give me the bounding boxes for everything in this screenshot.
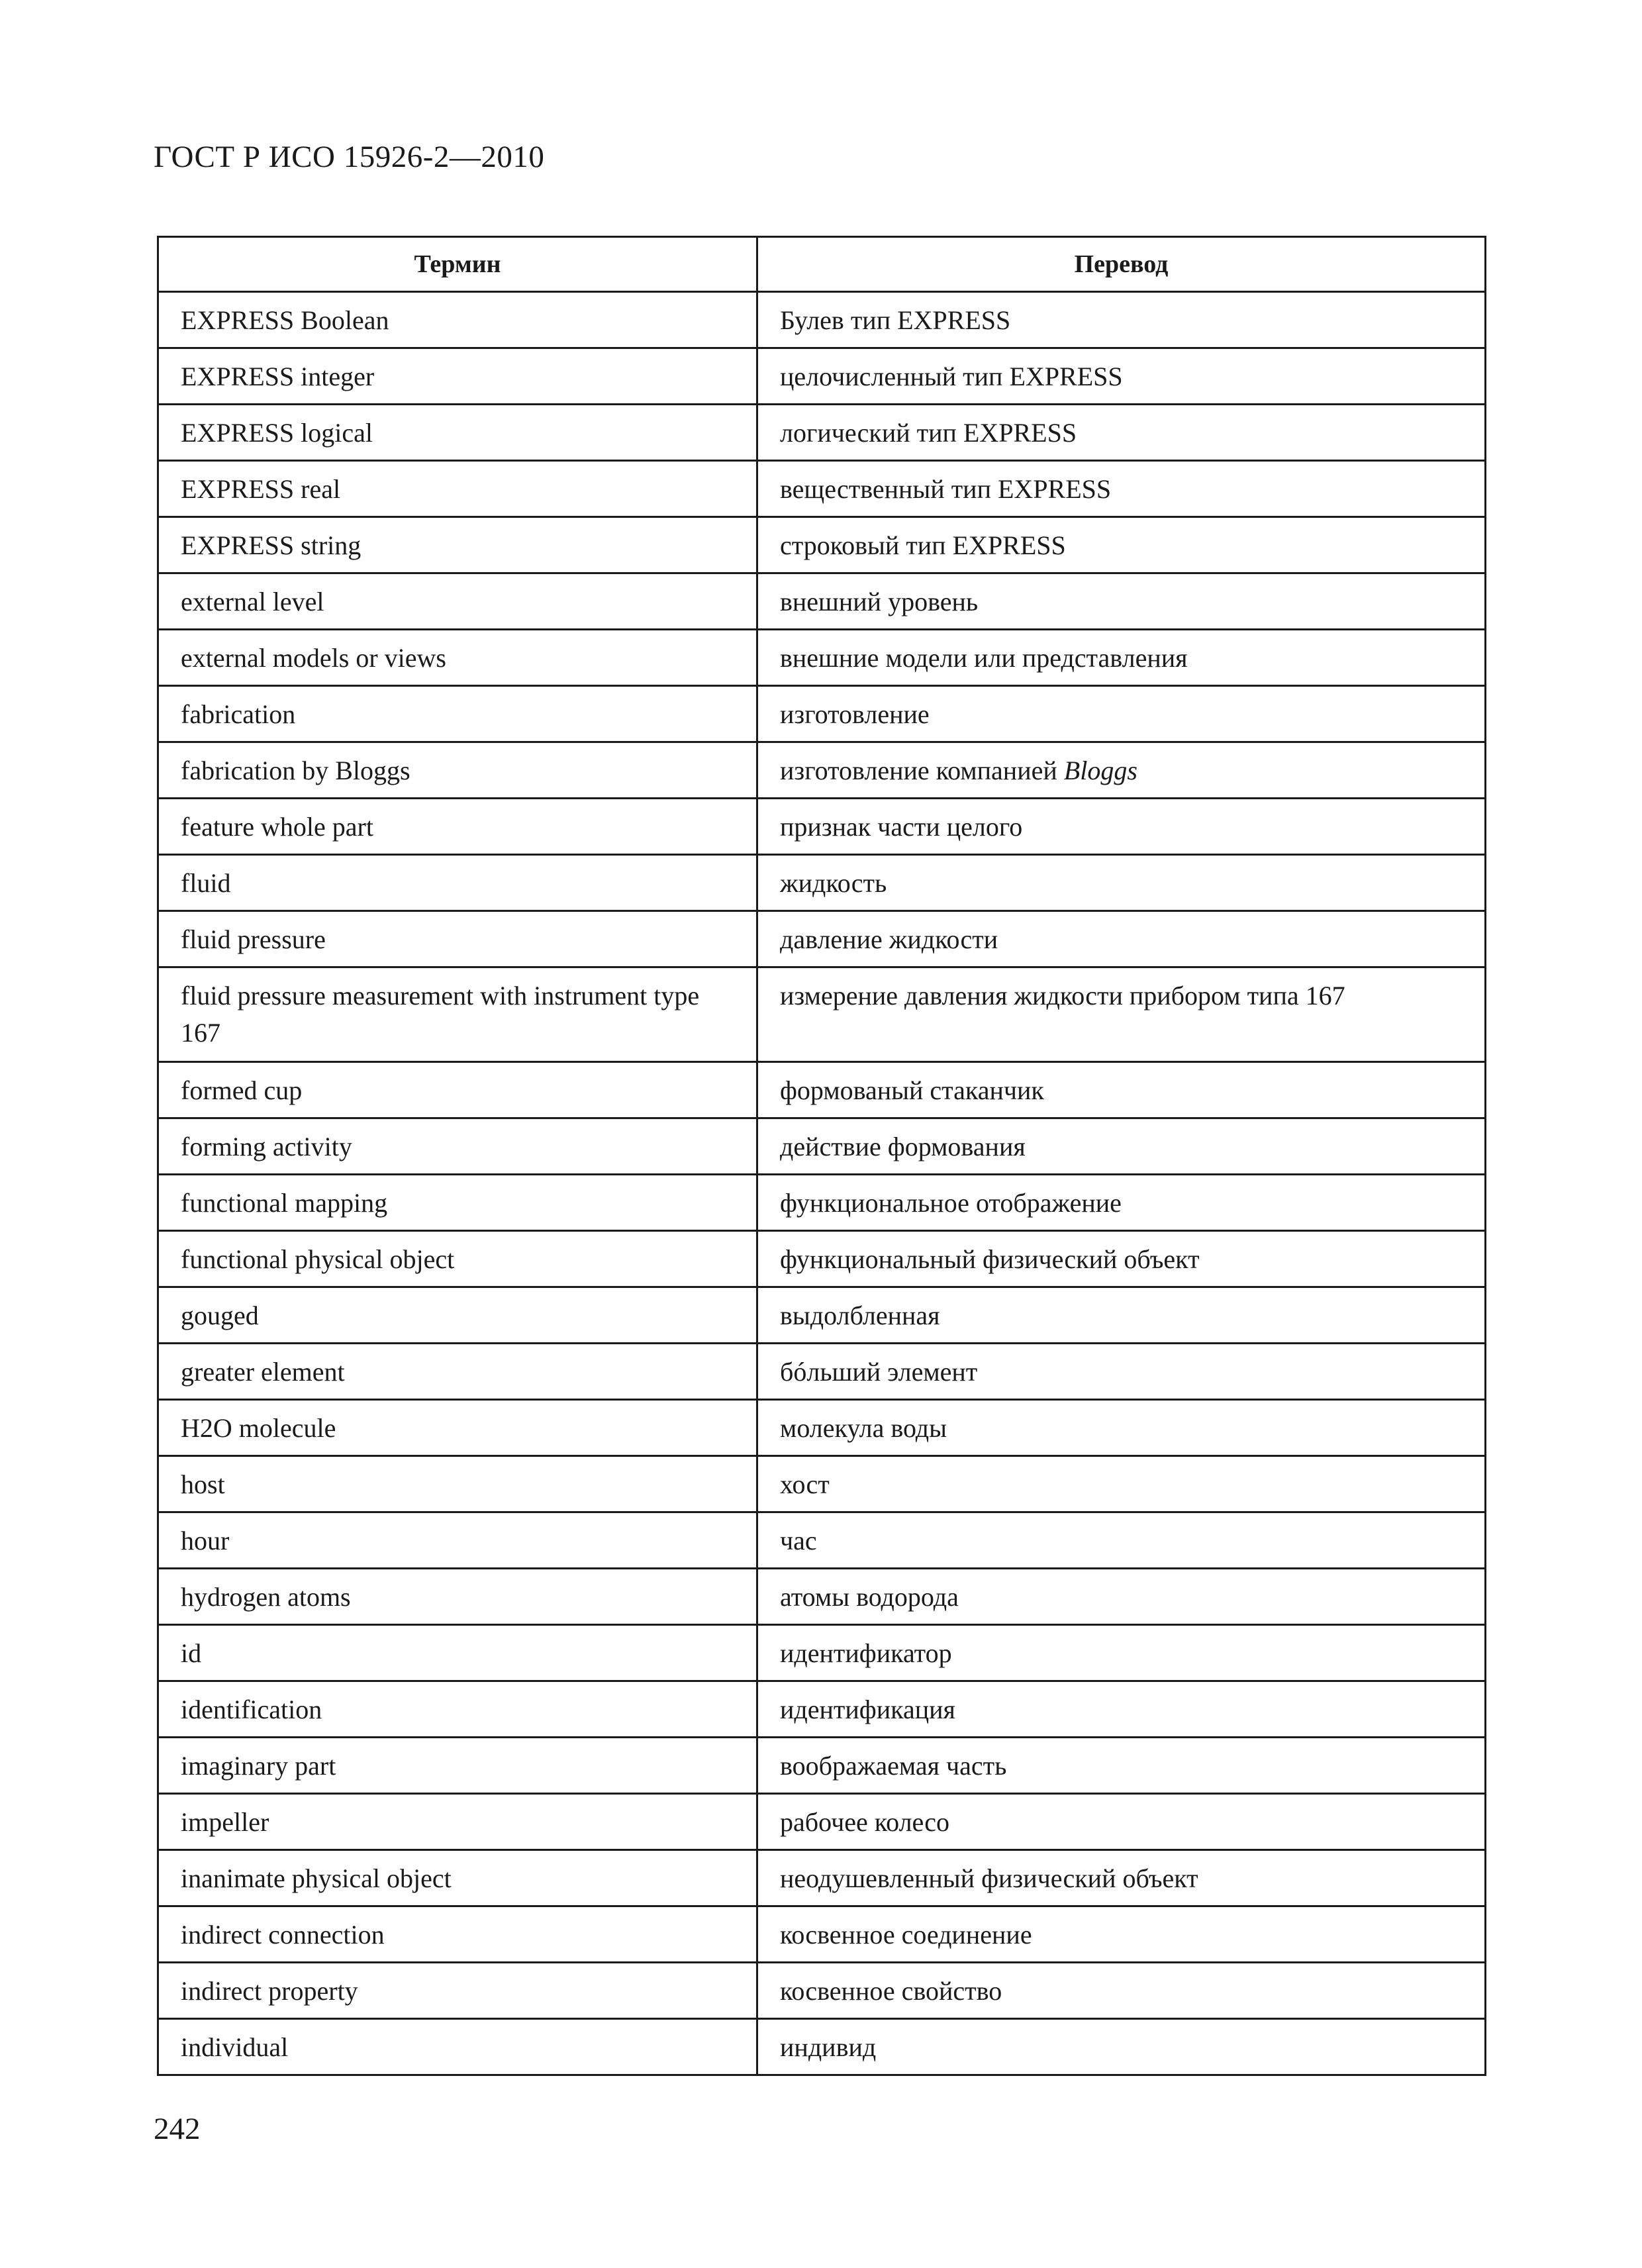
term-cell: individual [158,2019,757,2075]
translation-cell: признак части целого [757,799,1486,855]
translation-cell: атомы водорода [757,1569,1486,1625]
translation-cell: измерение давления жидкости прибором типа 167 [757,967,1486,1062]
term-cell: inanimate physical object [158,1850,757,1906]
translation-cell: жидкость [757,855,1486,911]
table-row [158,1400,1486,1456]
term-cell: gouged [158,1287,757,1344]
term-cell: impeller [158,1794,757,1850]
term-cell: host [158,1456,757,1512]
table-header-row [158,237,1486,292]
translation-cell: строковый тип EXPRESS [757,517,1486,573]
translation-cell: изготовление [757,686,1486,742]
translation-cell: косвенное свойство [757,1963,1486,2019]
term-cell: H2O molecule [158,1400,757,1456]
term-cell: EXPRESS integer [158,348,757,405]
term-cell: feature whole part [158,799,757,855]
translation-cell: внешние модели или представления [757,630,1486,686]
translation-cell: внешний уровень [757,573,1486,630]
term-cell: EXPRESS logical [158,405,757,461]
translation-cell: формованый стаканчик [757,1062,1486,1118]
term-cell: functional mapping [158,1175,757,1231]
translation-cell: индивид [757,2019,1486,2075]
translation-cell: функциональное отображение [757,1175,1486,1231]
term-cell: EXPRESS Boolean [158,292,757,348]
term-cell: forming activity [158,1118,757,1175]
table-row [158,461,1486,517]
term-cell: imaginary part [158,1738,757,1794]
term-cell: EXPRESS string [158,517,757,573]
table-row [158,1738,1486,1794]
table-row [158,686,1486,742]
translation-cell: косвенное соединение [757,1906,1486,1963]
table-row [158,1625,1486,1681]
term-cell: indirect connection [158,1906,757,1963]
table-row [158,1062,1486,1118]
term-cell: hour [158,1512,757,1569]
term-cell: fluid pressure measurement with instrument type 167 [158,967,757,1062]
table-row [158,1287,1486,1344]
table-row [158,1344,1486,1400]
table-row [158,855,1486,911]
table-row [158,1512,1486,1569]
translation-cell: давление жидкости [757,911,1486,967]
term-cell: fabrication by Bloggs [158,742,757,799]
table-row [158,517,1486,573]
table-row [158,1794,1486,1850]
term-cell: fluid [158,855,757,911]
table-row [158,1850,1486,1906]
term-cell: greater element [158,1344,757,1400]
translation-cell: хост [757,1456,1486,1512]
translation-cell: рабочее колесо [757,1794,1486,1850]
translation-cell: функциональный физический объект [757,1231,1486,1287]
table-row [158,911,1486,967]
translation-cell: вещественный тип EXPRESS [757,461,1486,517]
translation-cell [757,742,1486,799]
table-row [158,630,1486,686]
term-cell: identification [158,1681,757,1738]
table-row [158,573,1486,630]
column-header-term: Термин [158,237,757,292]
term-cell: fabrication [158,686,757,742]
table-row [158,967,1486,1062]
table-row [158,742,1486,799]
translation-cell: час [757,1512,1486,1569]
translation-cell: выдолбленная [757,1287,1486,1344]
translation-cell: неодушевленный физический объект [757,1850,1486,1906]
translation-cell: идентификация [757,1681,1486,1738]
translation-cell: логический тип EXPRESS [757,405,1486,461]
term-cell: id [158,1625,757,1681]
table-row [158,292,1486,348]
term-cell: formed cup [158,1062,757,1118]
table-row [158,405,1486,461]
term-cell: fluid pressure [158,911,757,967]
table-row [158,1231,1486,1287]
translation-cell: Булев тип EXPRESS [757,292,1486,348]
term-cell: EXPRESS real [158,461,757,517]
translation-italic-text: Bloggs [1063,756,1137,785]
terms-table [157,236,1486,2076]
table-row [158,1175,1486,1231]
table-row [158,1569,1486,1625]
page-number: 242 [154,2112,201,2146]
translation-cell: целочисленный тип EXPRESS [757,348,1486,405]
column-header-translation: Перевод [757,237,1486,292]
table-row [158,2019,1486,2075]
term-cell: external models or views [158,630,757,686]
table-row [158,348,1486,405]
term-cell: functional physical object [158,1231,757,1287]
document-header: ГОСТ Р ИСО 15926-2—2010 [154,140,545,174]
translation-cell: молекула воды [757,1400,1486,1456]
table-row [158,799,1486,855]
translation-cell: действие формования [757,1118,1486,1175]
table-row [158,1456,1486,1512]
table-row [158,1906,1486,1963]
translation-cell: идентификатор [757,1625,1486,1681]
term-cell: hydrogen atoms [158,1569,757,1625]
table-row [158,1118,1486,1175]
translation-text: изготовление компанией [780,756,1057,785]
translation-cell: воображаемая часть [757,1738,1486,1794]
table-row [158,1963,1486,2019]
translation-cell: бóльший элемент [757,1344,1486,1400]
table-row [158,1681,1486,1738]
term-cell: indirect property [158,1963,757,2019]
term-cell: external level [158,573,757,630]
